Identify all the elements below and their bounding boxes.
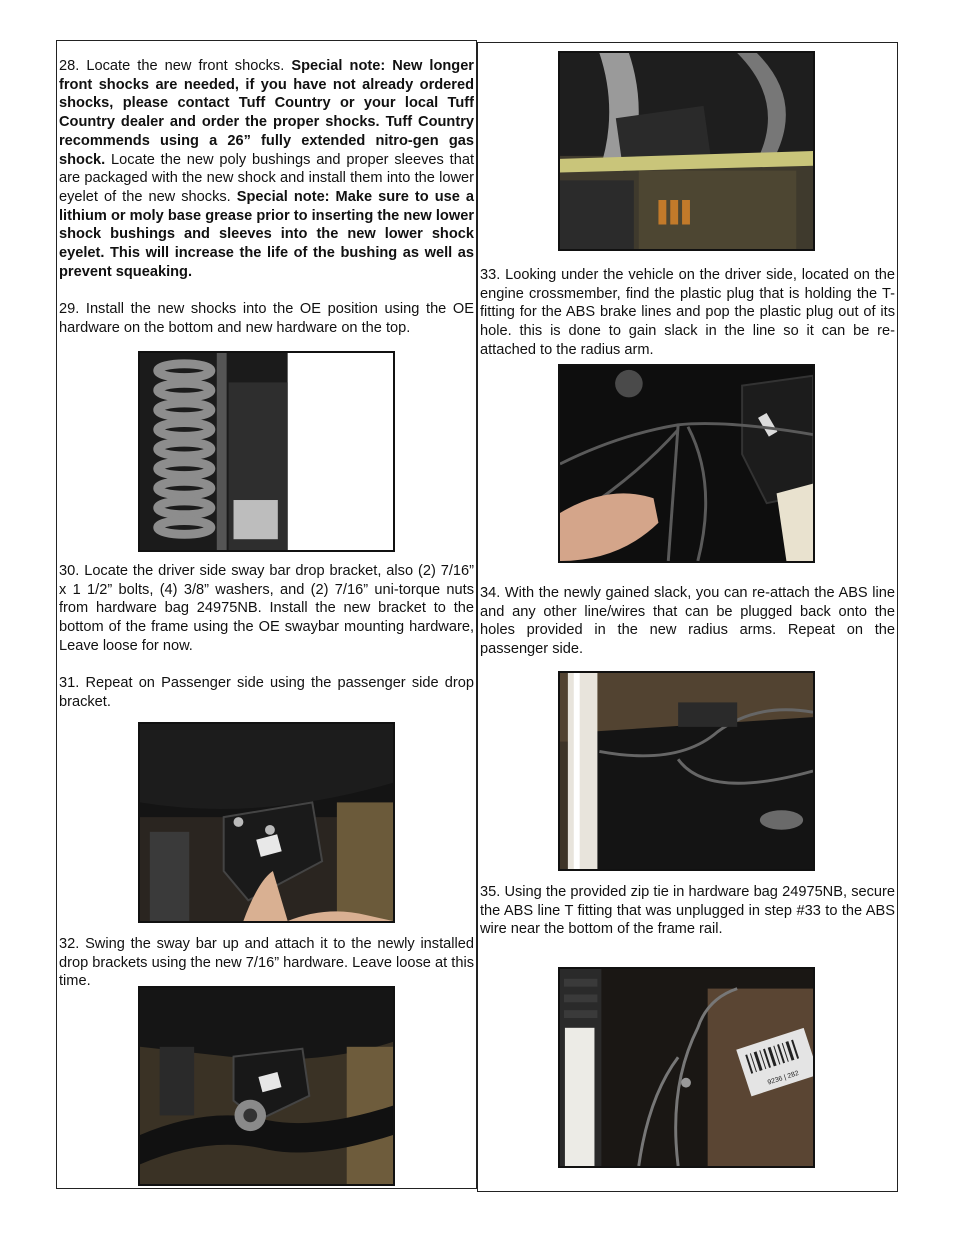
step-28-intro: 28. Locate the new front shocks. (59, 58, 292, 74)
step-35-text: 35. Using the provided zip tie in hardware bag 24975NB, secure the ABS line T fitting that was unplugged in step #33 to the ABS wire near the bottom of the frame rail. (480, 884, 895, 938)
step-28-note-2: Special note: Make sure to use a lithium or moly base grease prior to inserting the new lower shock bushings and sleeves into the new lower shock eyelet. This will increase the life of the bushing as well as prevent squeaking. (59, 188, 474, 280)
step-28-text (59, 57, 474, 281)
step-34-text: 34. With the newly gained slack, you can re-attach the ABS line and any other line/wires that can be plugged back onto the holes provided in the new radius arms. Repeat on the passenger side. (480, 585, 895, 658)
part-label-text: 9236 | 282 (766, 1069, 800, 1087)
photo-drop-bracket (138, 722, 395, 923)
photo-sway-bar (138, 986, 395, 1186)
photo-reattached-line (558, 671, 815, 871)
photo-zip-tie (558, 967, 815, 1168)
photo-abs-t-fitting (558, 364, 815, 563)
step-28-body: Locate the new poly bushings and proper sleeves that are packaged with the new shock and install them into the lower eyelet of the new shocks. (59, 151, 474, 205)
step-31-text: 31. Repeat on Passenger side using the passenger side drop bracket. (59, 675, 474, 710)
step-32-text: 32. Swing the sway bar up and attach it to the newly installed drop brackets using the new 7/16” hardware. Leave loose at this time. (59, 936, 474, 990)
step-30-text: 30. Locate the driver side sway bar drop bracket, also (2) 7/16” x 1 1/2” bolts, (4) 3/8” washers, and (2) 7/16” uni-torque nuts from hardware bag 24975NB. Install the new bracket to the bottom of the frame using the OE swaybar mounting hardware, Leave loose for now. (59, 563, 474, 654)
photo-crossmember (558, 51, 815, 251)
photo-shock-install (138, 351, 395, 552)
step-33-text: 33. Looking under the vehicle on the driver side, located on the engine crossmember, find the plastic plug that is holding the T-fitting for the ABS brake lines and pop the plastic plug out of its hole. this is done to gain slack in the line so it can be re-attached to the radius arm. (480, 267, 895, 358)
step-28-note-1: Special note: New longer front shocks are needed, if you have not already ordered shocks, please contact Tuff Country or your local Tuff Country dealer and order the proper shocks. Tuff Country recommends using a 26” fully extended nitro-gen gas shock. (59, 58, 474, 168)
step-29-text: 29. Install the new shocks into the OE position using the OE hardware on the bottom and new hardware on the top. (59, 301, 474, 336)
